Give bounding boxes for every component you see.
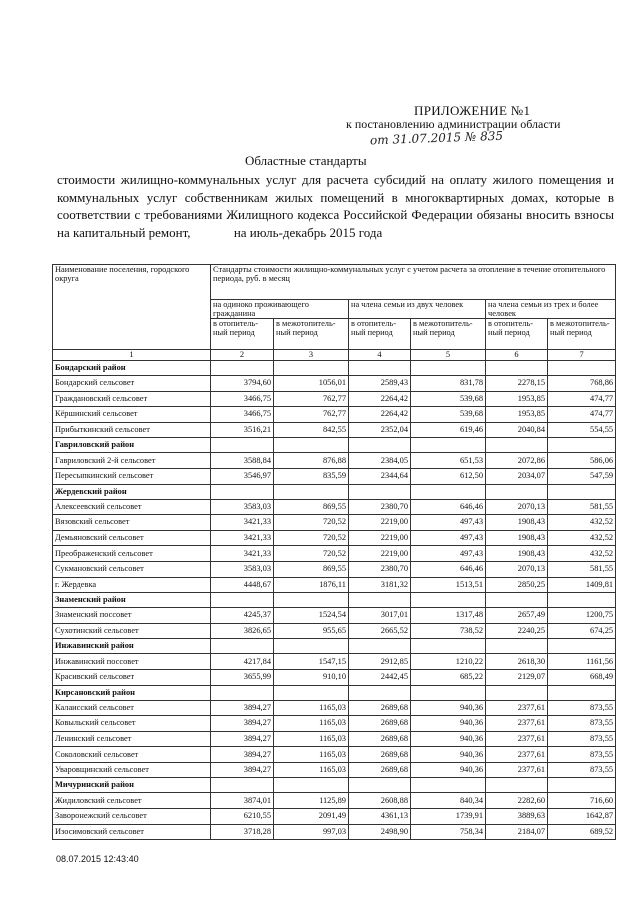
- standard-value: 762,77: [274, 407, 349, 423]
- standard-value: 2264,42: [349, 407, 411, 423]
- table-row: [53, 499, 616, 515]
- standard-value: 762,77: [274, 391, 349, 407]
- standard-value: 768,86: [548, 376, 616, 392]
- standard-value: 6210,55: [211, 809, 274, 825]
- empty-cell: [548, 484, 616, 499]
- table-body: [53, 361, 616, 840]
- standard-value: 2498,90: [349, 824, 411, 840]
- standard-value: 3421,33: [211, 530, 274, 546]
- standard-value: 3421,33: [211, 546, 274, 562]
- column-number: 5: [411, 350, 486, 361]
- standard-value: 432,52: [548, 530, 616, 546]
- standard-value: 1210,22: [411, 654, 486, 670]
- standard-value: 2689,68: [349, 731, 411, 747]
- empty-cell: [548, 639, 616, 654]
- empty-cell: [486, 685, 548, 700]
- standard-value: 2034,07: [486, 468, 548, 484]
- district-name: Жердевский район: [53, 484, 211, 499]
- settlement-name: Изосимовский сельсовет: [53, 824, 211, 840]
- standard-value: 581,55: [548, 499, 616, 515]
- standard-value: 554,55: [548, 422, 616, 438]
- table-row: [53, 422, 616, 438]
- district-name: Знаменский район: [53, 593, 211, 608]
- table-row: [53, 608, 616, 624]
- standard-value: 842,55: [274, 422, 349, 438]
- empty-cell: [274, 593, 349, 608]
- empty-cell: [349, 438, 411, 453]
- standard-value: 689,52: [548, 824, 616, 840]
- standard-value: 668,49: [548, 669, 616, 685]
- settlement-name: Бондарский сельсовет: [53, 376, 211, 392]
- standard-value: 3466,75: [211, 407, 274, 423]
- standard-value: 3894,27: [211, 731, 274, 747]
- settlement-name: г. Жердевка: [53, 577, 211, 593]
- standard-value: 2377,61: [486, 762, 548, 778]
- settlement-name: Сукмановский сельсовет: [53, 561, 211, 577]
- standard-value: 2689,68: [349, 747, 411, 763]
- empty-cell: [486, 593, 548, 608]
- standard-value: 2589,43: [349, 376, 411, 392]
- standard-value: 646,46: [411, 561, 486, 577]
- empty-cell: [211, 438, 274, 453]
- standard-value: 2377,61: [486, 700, 548, 716]
- table-row: [53, 530, 616, 546]
- standard-value: 873,55: [548, 700, 616, 716]
- standard-value: 2344,64: [349, 468, 411, 484]
- standard-value: 3889,63: [486, 809, 548, 825]
- standard-value: 1056,01: [274, 376, 349, 392]
- standard-value: 2380,70: [349, 561, 411, 577]
- district-header-row: [53, 639, 616, 654]
- header-period-between: в межотопитель-ный период: [548, 319, 616, 350]
- standard-value: 581,55: [548, 561, 616, 577]
- standard-value: 2282,60: [486, 793, 548, 809]
- empty-cell: [349, 593, 411, 608]
- standard-value: 720,52: [274, 515, 349, 531]
- header-group-two: на члена семьи из двух человек: [349, 300, 486, 319]
- table-row: [53, 654, 616, 670]
- column-number: 3: [274, 350, 349, 361]
- header-period-between: в межотопитель-ный период: [411, 319, 486, 350]
- table-row: [53, 561, 616, 577]
- standard-value: 4361,13: [349, 809, 411, 825]
- table-row: [53, 577, 616, 593]
- settlement-name: Вязовский сельсовет: [53, 515, 211, 531]
- table-row: [53, 669, 616, 685]
- standard-value: 3894,27: [211, 716, 274, 732]
- column-number: 7: [548, 350, 616, 361]
- settlement-name: Сухотинский сельсовет: [53, 623, 211, 639]
- standard-value: 940,36: [411, 747, 486, 763]
- table-row: [53, 376, 616, 392]
- standard-value: 1165,03: [274, 747, 349, 763]
- standard-value: 940,36: [411, 716, 486, 732]
- standard-value: 1953,85: [486, 391, 548, 407]
- standard-value: 3546,97: [211, 468, 274, 484]
- standard-value: 2442,45: [349, 669, 411, 685]
- standard-value: 3718,28: [211, 824, 274, 840]
- empty-cell: [211, 685, 274, 700]
- standard-value: 1125,89: [274, 793, 349, 809]
- district-header-row: [53, 685, 616, 700]
- standard-value: 758,34: [411, 824, 486, 840]
- settlement-name: Соколовский сельсовет: [53, 747, 211, 763]
- column-number: 2: [211, 350, 274, 361]
- standard-value: 1165,03: [274, 762, 349, 778]
- standard-value: 1165,03: [274, 700, 349, 716]
- empty-cell: [349, 361, 411, 376]
- settlement-name: Гавриловский 2-й сельсовет: [53, 453, 211, 469]
- standard-value: 940,36: [411, 731, 486, 747]
- standard-value: 432,52: [548, 546, 616, 562]
- decree-reference: к постановлению администрации области: [346, 117, 561, 131]
- standard-value: 3794,60: [211, 376, 274, 392]
- standard-value: 1876,11: [274, 577, 349, 593]
- table-row: [53, 546, 616, 562]
- standard-value: 2377,61: [486, 731, 548, 747]
- empty-cell: [411, 639, 486, 654]
- standard-value: 2278,15: [486, 376, 548, 392]
- standard-value: 2070,13: [486, 561, 548, 577]
- empty-cell: [211, 778, 274, 793]
- standard-value: 2380,70: [349, 499, 411, 515]
- standard-value: 720,52: [274, 530, 349, 546]
- standard-value: 1547,15: [274, 654, 349, 670]
- standard-value: 685,22: [411, 669, 486, 685]
- standard-value: 1200,75: [548, 608, 616, 624]
- district-name: Кирсановский район: [53, 685, 211, 700]
- standard-value: 3466,75: [211, 391, 274, 407]
- standard-value: 3181,32: [349, 577, 411, 593]
- standard-value: 1317,48: [411, 608, 486, 624]
- empty-cell: [548, 361, 616, 376]
- empty-cell: [274, 484, 349, 499]
- column-number: 4: [349, 350, 411, 361]
- empty-cell: [486, 639, 548, 654]
- standard-value: 2689,68: [349, 762, 411, 778]
- settlement-name: Инжавинский поссовет: [53, 654, 211, 670]
- table-row: [53, 809, 616, 825]
- standard-value: 1409,81: [548, 577, 616, 593]
- standard-value: 955,65: [274, 623, 349, 639]
- standard-value: 497,43: [411, 546, 486, 562]
- standard-value: 873,55: [548, 762, 616, 778]
- standard-value: 2912,85: [349, 654, 411, 670]
- standard-value: 2850,25: [486, 577, 548, 593]
- standard-value: 2384,05: [349, 453, 411, 469]
- empty-cell: [349, 685, 411, 700]
- settlement-name: Жидиловский сельсовет: [53, 793, 211, 809]
- standard-value: 646,46: [411, 499, 486, 515]
- standard-value: 2070,13: [486, 499, 548, 515]
- header-settlement-name: Наименование поселения, городского округа: [53, 265, 211, 350]
- column-number: 1: [53, 350, 211, 361]
- empty-cell: [349, 778, 411, 793]
- standard-value: 3894,27: [211, 762, 274, 778]
- standard-value: 539,68: [411, 407, 486, 423]
- standard-value: 547,59: [548, 468, 616, 484]
- standard-value: 4448,67: [211, 577, 274, 593]
- standard-value: 2129,07: [486, 669, 548, 685]
- standard-value: 2618,30: [486, 654, 548, 670]
- standard-value: 2689,68: [349, 716, 411, 732]
- standard-value: 497,43: [411, 515, 486, 531]
- settlement-name: Граждановский сельсовет: [53, 391, 211, 407]
- table-header: [53, 265, 616, 361]
- standard-value: 1908,43: [486, 546, 548, 562]
- standard-value: 873,55: [548, 716, 616, 732]
- table-row: [53, 793, 616, 809]
- empty-cell: [211, 639, 274, 654]
- standard-value: 997,03: [274, 824, 349, 840]
- standard-value: 2072,86: [486, 453, 548, 469]
- empty-cell: [486, 361, 548, 376]
- standard-value: 1165,03: [274, 731, 349, 747]
- standard-value: 1161,56: [548, 654, 616, 670]
- empty-cell: [211, 361, 274, 376]
- column-number-row: [53, 350, 616, 361]
- standard-value: 3826,65: [211, 623, 274, 639]
- empty-cell: [548, 685, 616, 700]
- district-header-row: [53, 484, 616, 499]
- header-period-between: в межотопитель-ный период: [274, 319, 349, 350]
- district-header-row: [53, 361, 616, 376]
- standard-value: 869,55: [274, 499, 349, 515]
- standard-value: 2608,88: [349, 793, 411, 809]
- standard-value: 1908,43: [486, 530, 548, 546]
- table-row: [53, 824, 616, 840]
- standard-value: 619,46: [411, 422, 486, 438]
- standard-value: 474,77: [548, 407, 616, 423]
- standard-value: 2184,07: [486, 824, 548, 840]
- standard-value: 474,77: [548, 391, 616, 407]
- settlement-name: Алексеевский сельсовет: [53, 499, 211, 515]
- standard-value: 1908,43: [486, 515, 548, 531]
- table-row: [53, 391, 616, 407]
- standard-value: 612,50: [411, 468, 486, 484]
- empty-cell: [486, 438, 548, 453]
- standard-value: 2219,00: [349, 530, 411, 546]
- print-timestamp: 08.07.2015 12:43:40: [56, 854, 139, 864]
- standard-value: 3583,03: [211, 499, 274, 515]
- standard-value: 2240,25: [486, 623, 548, 639]
- empty-cell: [274, 438, 349, 453]
- standard-value: 2040,84: [486, 422, 548, 438]
- standard-value: 940,36: [411, 762, 486, 778]
- table-row: [53, 623, 616, 639]
- standard-value: 873,55: [548, 731, 616, 747]
- standard-value: 2689,68: [349, 700, 411, 716]
- empty-cell: [349, 484, 411, 499]
- standards-table: [52, 264, 616, 840]
- district-header-row: [53, 778, 616, 793]
- standard-value: 3017,01: [349, 608, 411, 624]
- standard-value: 4245,37: [211, 608, 274, 624]
- standard-value: 1739,91: [411, 809, 486, 825]
- empty-cell: [411, 778, 486, 793]
- document-title: Областные стандарты: [245, 153, 367, 168]
- settlement-name: Преображенский сельсовет: [53, 546, 211, 562]
- header-standards: Стандарты стоимости жилищно-коммунальных услуг с учетом расчета за отопление в течение отопительного периода, руб. в месяц: [211, 265, 616, 300]
- standard-value: 716,60: [548, 793, 616, 809]
- appendix-title: ПРИЛОЖЕНИЕ №1: [414, 103, 531, 118]
- standard-value: 2352,04: [349, 422, 411, 438]
- empty-cell: [349, 639, 411, 654]
- handwritten-date-number: от 31.07.2015 № 835: [369, 128, 504, 148]
- standard-value: 3874,01: [211, 793, 274, 809]
- settlement-name: Кёршинский сельсовет: [53, 407, 211, 423]
- standard-value: 835,59: [274, 468, 349, 484]
- standard-value: 1642,87: [548, 809, 616, 825]
- empty-cell: [274, 778, 349, 793]
- standard-value: 940,36: [411, 700, 486, 716]
- standard-value: 539,68: [411, 391, 486, 407]
- table-row: [53, 453, 616, 469]
- empty-cell: [411, 438, 486, 453]
- empty-cell: [411, 593, 486, 608]
- standard-value: 2219,00: [349, 515, 411, 531]
- standard-value: 720,52: [274, 546, 349, 562]
- document-description: [57, 171, 614, 241]
- standard-value: 3421,33: [211, 515, 274, 531]
- standard-value: 1513,51: [411, 577, 486, 593]
- standard-value: 2657,49: [486, 608, 548, 624]
- settlement-name: Прибыткинский сельсовет: [53, 422, 211, 438]
- empty-cell: [274, 361, 349, 376]
- standard-value: 497,43: [411, 530, 486, 546]
- empty-cell: [211, 593, 274, 608]
- table-row: [53, 700, 616, 716]
- district-header-row: [53, 438, 616, 453]
- standard-value: 2091,49: [274, 809, 349, 825]
- standard-value: 3894,27: [211, 747, 274, 763]
- standard-value: 2377,61: [486, 716, 548, 732]
- standard-value: 869,55: [274, 561, 349, 577]
- standard-value: 432,52: [548, 515, 616, 531]
- settlement-name: Заворонежский сельсовет: [53, 809, 211, 825]
- description-period: на июль-декабрь 2015 года: [233, 224, 383, 240]
- header-group-three-plus: на члена семьи из трех и более человек: [486, 300, 616, 319]
- table-row: [53, 407, 616, 423]
- standard-value: 586,06: [548, 453, 616, 469]
- standard-value: 876,88: [274, 453, 349, 469]
- settlement-name: Демьяновский сельсовет: [53, 530, 211, 546]
- header-group-single: на одиноко проживающего гражданина: [211, 300, 349, 319]
- standard-value: 738,52: [411, 623, 486, 639]
- empty-cell: [211, 484, 274, 499]
- standard-value: 4217,84: [211, 654, 274, 670]
- header-period-heating: в отопитель-ный период: [349, 319, 411, 350]
- standard-value: 1165,03: [274, 716, 349, 732]
- standard-value: 910,10: [274, 669, 349, 685]
- description-text: стоимости жилищно-коммунальных услуг для расчета субсидий на оплату жилого помещения и коммунальных услуг собственникам жилых помещений в многоквартирных домах, которые в соответствии с требованиями Жилищного кодекса Российской Федерации обязаны вносить взносы на капитальный ремонт,: [57, 172, 614, 240]
- table-row: [53, 762, 616, 778]
- standard-value: 873,55: [548, 747, 616, 763]
- standard-value: 3894,27: [211, 700, 274, 716]
- district-name: Мичуринский район: [53, 778, 211, 793]
- standard-value: 3655,99: [211, 669, 274, 685]
- standard-value: 2219,00: [349, 546, 411, 562]
- empty-cell: [274, 685, 349, 700]
- empty-cell: [274, 639, 349, 654]
- settlement-name: Уваровщинский сельсовет: [53, 762, 211, 778]
- standard-value: 2665,52: [349, 623, 411, 639]
- header-period-heating: в отопитель-ный период: [486, 319, 548, 350]
- column-number: 6: [486, 350, 548, 361]
- settlement-name: Знаменский поссовет: [53, 608, 211, 624]
- district-name: Инжавинский район: [53, 639, 211, 654]
- standard-value: 3516,21: [211, 422, 274, 438]
- empty-cell: [548, 593, 616, 608]
- empty-cell: [548, 778, 616, 793]
- district-name: Бондарский район: [53, 361, 211, 376]
- standard-value: 840,34: [411, 793, 486, 809]
- empty-cell: [548, 438, 616, 453]
- table-row: [53, 468, 616, 484]
- standard-value: 3588,84: [211, 453, 274, 469]
- standard-value: 1953,85: [486, 407, 548, 423]
- empty-cell: [411, 484, 486, 499]
- empty-cell: [486, 778, 548, 793]
- standard-value: 2377,61: [486, 747, 548, 763]
- settlement-name: Ленинский сельсовет: [53, 731, 211, 747]
- table-row: [53, 747, 616, 763]
- empty-cell: [411, 685, 486, 700]
- standard-value: 674,25: [548, 623, 616, 639]
- district-name: Гавриловский район: [53, 438, 211, 453]
- standard-value: 3583,03: [211, 561, 274, 577]
- standard-value: 2264,42: [349, 391, 411, 407]
- settlement-name: Пересыпкинский сельсовет: [53, 468, 211, 484]
- standard-value: 1524,54: [274, 608, 349, 624]
- header-period-heating: в отопитель-ный период: [211, 319, 274, 350]
- table-row: [53, 731, 616, 747]
- standard-value: 831,78: [411, 376, 486, 392]
- settlement-name: Ковыльский сельсовет: [53, 716, 211, 732]
- table-row: [53, 515, 616, 531]
- settlement-name: Калаисский сельсовет: [53, 700, 211, 716]
- standard-value: 651,53: [411, 453, 486, 469]
- table-row: [53, 716, 616, 732]
- district-header-row: [53, 593, 616, 608]
- empty-cell: [486, 484, 548, 499]
- empty-cell: [411, 361, 486, 376]
- settlement-name: Красивский сельсовет: [53, 669, 211, 685]
